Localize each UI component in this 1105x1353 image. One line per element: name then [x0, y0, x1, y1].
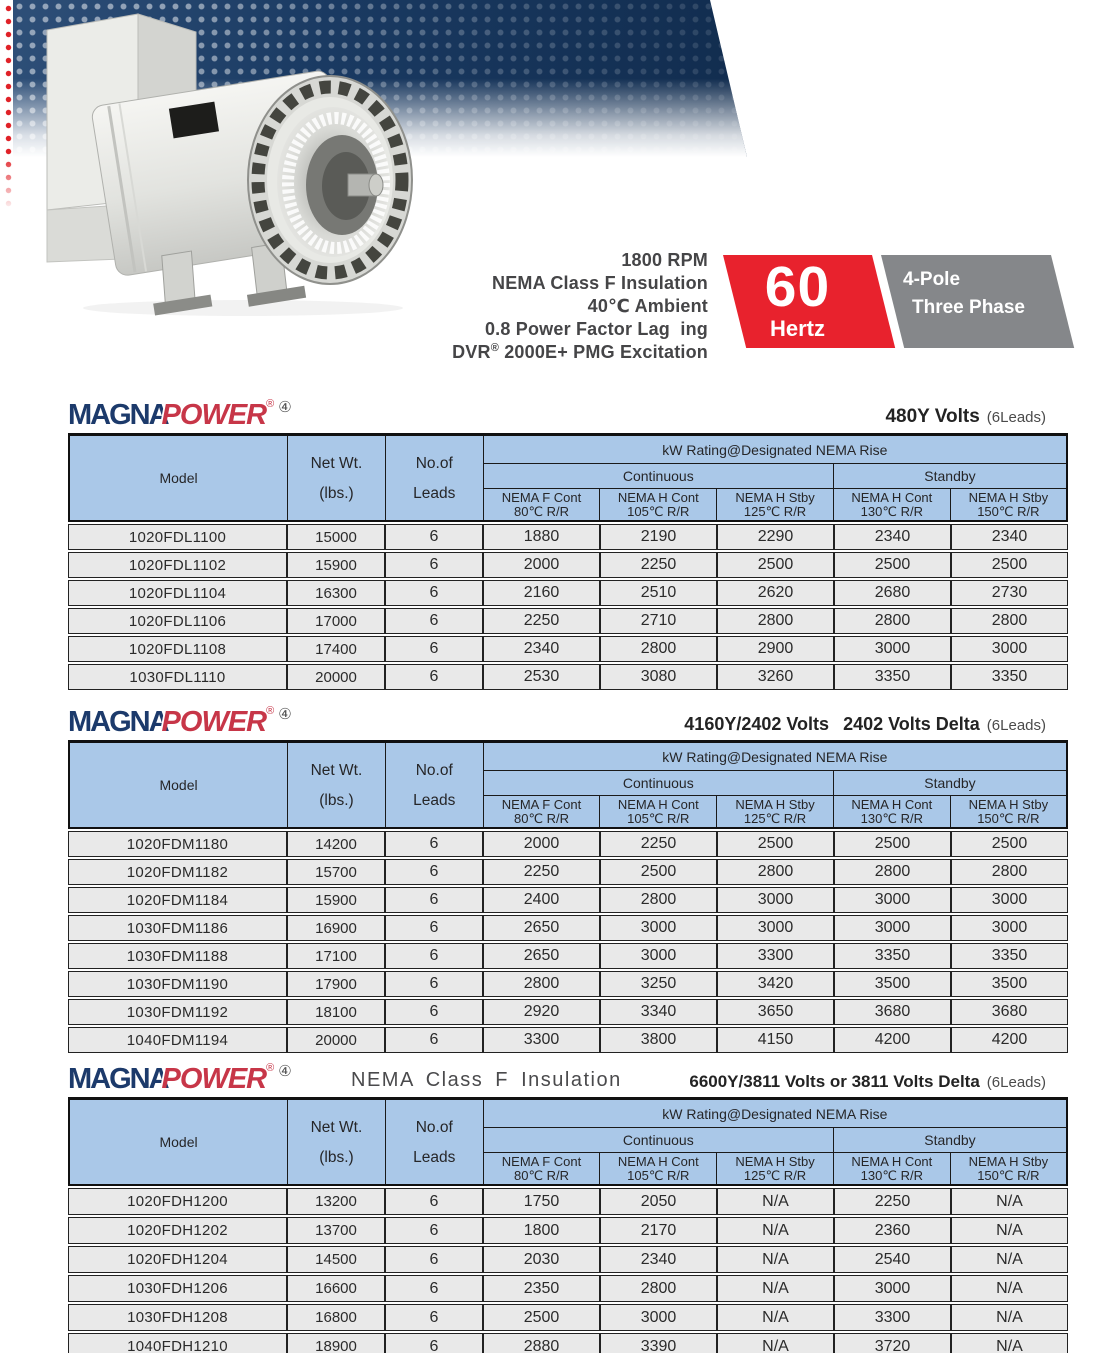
kw-value-cell: N/A: [717, 1275, 834, 1302]
phase-label: Three Phase: [912, 297, 1025, 318]
spec-summary: [452, 249, 708, 364]
ratings-table-header: [68, 1097, 1068, 1186]
net-wt-cell: 18100: [287, 999, 385, 1025]
col-header-net-wt: Net Wt. (lbs.): [288, 742, 386, 829]
leads-cell: 6: [385, 1304, 483, 1331]
pole-label: 4-Pole: [903, 269, 961, 290]
kw-value-cell: 3340: [600, 999, 717, 1025]
model-cell: 1020FDL1104: [68, 580, 287, 606]
net-wt-cell: 13200: [287, 1188, 385, 1215]
table-row: [68, 971, 1068, 997]
leads-cell: 6: [385, 1188, 483, 1215]
logo-magna: MAGNA: [68, 399, 168, 431]
circled-note-mark: ④: [278, 1063, 292, 1080]
table-section-6600y: [68, 1055, 1068, 1353]
kw-value-cell: 2500: [951, 831, 1068, 857]
model-cell: 1020FDL1102: [68, 552, 287, 578]
net-wt-cell: 13700: [287, 1217, 385, 1244]
net-wt-cell: 17400: [287, 636, 385, 662]
leads-cell: 6: [385, 608, 483, 634]
kw-value-cell: 2340: [951, 524, 1068, 550]
col-header-leads: No.of Leads: [385, 1099, 483, 1186]
net-wt-cell: 15700: [287, 859, 385, 885]
kw-value-cell: N/A: [951, 1333, 1068, 1353]
kw-value-cell: 3680: [951, 999, 1068, 1025]
table-row: [68, 831, 1068, 857]
kw-value-cell: 2800: [834, 608, 951, 634]
kw-value-cell: 2650: [483, 943, 600, 969]
kw-value-cell: 3000: [951, 887, 1068, 913]
kw-value-cell: 3650: [717, 999, 834, 1025]
kw-value-cell: 3000: [600, 915, 717, 941]
col-header-nema-f-cont: NEMA F Cont 80℃ R/R: [483, 489, 600, 522]
circled-note-mark: ④: [278, 399, 292, 416]
kw-value-cell: N/A: [951, 1275, 1068, 1302]
table-row: [68, 664, 1068, 690]
kw-value-cell: 2800: [951, 859, 1068, 885]
kw-value-cell: 2510: [600, 580, 717, 606]
col-header-net-wt: Net Wt. (lbs.): [288, 435, 386, 522]
kw-value-cell: 2340: [483, 636, 600, 662]
col-group-standby: Standby: [833, 1128, 1067, 1153]
kw-value-cell: 3000: [717, 915, 834, 941]
net-wt-cell: 18900: [287, 1333, 385, 1353]
kw-value-cell: 2250: [600, 831, 717, 857]
net-wt-cell: 15900: [287, 552, 385, 578]
section-header: [68, 698, 1068, 738]
kw-value-cell: 2500: [717, 831, 834, 857]
col-header-nema-h-stby-125: NEMA H Stby 125℃ R/R: [717, 1153, 834, 1186]
table-title: [684, 714, 1046, 735]
kw-value-cell: N/A: [951, 1217, 1068, 1244]
col-header-nema-h-stby-125: NEMA H Stby 125℃ R/R: [717, 489, 834, 522]
kw-value-cell: 2800: [717, 859, 834, 885]
kw-value-cell: 3390: [600, 1333, 717, 1353]
section-header: [68, 1055, 1068, 1095]
pole-phase-badge: [881, 255, 1074, 348]
col-header-nema-h-stby-150: NEMA H Stby 150℃ R/R: [950, 1153, 1067, 1186]
leads-cell: 6: [385, 859, 483, 885]
kw-value-cell: 3420: [717, 971, 834, 997]
col-header-model: Model: [69, 742, 288, 829]
frequency-badge: [723, 255, 895, 348]
kw-value-cell: N/A: [951, 1188, 1068, 1215]
kw-value-cell: 2680: [834, 580, 951, 606]
kw-value-cell: 3350: [951, 943, 1068, 969]
net-wt-cell: 16300: [287, 580, 385, 606]
kw-value-cell: 3300: [834, 1304, 951, 1331]
col-header-nema-h-stby-150: NEMA H Stby 150℃ R/R: [950, 489, 1067, 522]
model-cell: 1020FDH1200: [68, 1188, 287, 1215]
col-header-nema-h-cont-130: NEMA H Cont 130℃ R/R: [833, 1153, 950, 1186]
table-row: [68, 552, 1068, 578]
table-row: [68, 1188, 1068, 1215]
kw-value-cell: 3260: [717, 664, 834, 690]
leads-note: (6Leads): [986, 409, 1046, 426]
table-row: [68, 1304, 1068, 1331]
voltage-title: 6600Y/3811 Volts or 3811 Volts Delta: [689, 1072, 980, 1091]
leads-cell: 6: [385, 1217, 483, 1244]
kw-value-cell: 2000: [483, 831, 600, 857]
table-row: [68, 915, 1068, 941]
net-wt-cell: 16600: [287, 1275, 385, 1302]
kw-value-cell: 3080: [600, 664, 717, 690]
net-wt-cell: 14200: [287, 831, 385, 857]
col-header-kw-rating: kW Rating@Designated NEMA Rise: [483, 1099, 1067, 1128]
col-header-nema-f-cont: NEMA F Cont 80℃ R/R: [483, 1153, 600, 1186]
kw-value-cell: 3500: [834, 971, 951, 997]
kw-value-cell: 3350: [951, 664, 1068, 690]
hero-banner: [0, 0, 1105, 392]
kw-value-cell: 2800: [600, 887, 717, 913]
model-cell: 1020FDH1204: [68, 1246, 287, 1273]
kw-value-cell: 2030: [483, 1246, 600, 1273]
table-row: [68, 1275, 1068, 1302]
kw-value-cell: 3250: [600, 971, 717, 997]
spec-line-insulation: NEMA Class F Insulation: [492, 273, 708, 293]
model-cell: 1030FDM1190: [68, 971, 287, 997]
leads-cell: 6: [385, 552, 483, 578]
model-cell: 1030FDH1206: [68, 1275, 287, 1302]
leads-cell: 6: [385, 1246, 483, 1273]
net-wt-cell: 17000: [287, 608, 385, 634]
kw-value-cell: 2800: [834, 859, 951, 885]
registered-mark: ®: [266, 1062, 275, 1074]
table-row: [68, 887, 1068, 913]
kw-value-cell: 2920: [483, 999, 600, 1025]
kw-value-cell: 2290: [717, 524, 834, 550]
kw-value-cell: 3000: [834, 915, 951, 941]
kw-value-cell: N/A: [717, 1333, 834, 1353]
kw-value-cell: 3350: [834, 943, 951, 969]
magnapower-logo: [68, 706, 292, 737]
kw-value-cell: 2500: [951, 552, 1068, 578]
voltage-title: 4160Y/2402 Volts: [684, 714, 830, 734]
col-header-kw-rating: kW Rating@Designated NEMA Rise: [483, 435, 1067, 464]
kw-value-cell: 2050: [600, 1188, 717, 1215]
col-header-nema-h-stby-125: NEMA H Stby 125℃ R/R: [717, 796, 834, 829]
leads-cell: 6: [385, 943, 483, 969]
model-cell: 1020FDM1180: [68, 831, 287, 857]
kw-value-cell: 2170: [600, 1217, 717, 1244]
ratings-table-header: [68, 740, 1068, 829]
kw-value-cell: N/A: [717, 1246, 834, 1273]
leads-cell: 6: [385, 524, 483, 550]
kw-value-cell: 3000: [834, 636, 951, 662]
table-row: [68, 1217, 1068, 1244]
logo-power: POWER: [161, 706, 267, 738]
kw-value-cell: 3000: [600, 943, 717, 969]
kw-value-cell: N/A: [717, 1304, 834, 1331]
logo-magna: MAGNA: [68, 706, 168, 738]
col-group-continuous: Continuous: [483, 464, 833, 489]
kw-value-cell: 3800: [600, 1027, 717, 1053]
model-cell: 1030FDM1186: [68, 915, 287, 941]
kw-value-cell: 2250: [834, 1188, 951, 1215]
table-row: [68, 943, 1068, 969]
table-row: [68, 524, 1068, 550]
leads-cell: 6: [385, 580, 483, 606]
leads-cell: 6: [385, 1275, 483, 1302]
registered-mark: ®: [266, 705, 275, 717]
registered-mark: ®: [266, 398, 275, 410]
leads-cell: 6: [385, 831, 483, 857]
logo-power: POWER: [161, 399, 267, 431]
logo-magna: MAGNA: [68, 1063, 168, 1095]
table-row: [68, 636, 1068, 662]
col-header-nema-f-cont: NEMA F Cont 80℃ R/R: [483, 796, 600, 829]
kw-value-cell: 3300: [483, 1027, 600, 1053]
leads-cell: 6: [385, 1027, 483, 1053]
kw-value-cell: 4200: [951, 1027, 1068, 1053]
kw-value-cell: 3500: [951, 971, 1068, 997]
kw-value-cell: N/A: [717, 1217, 834, 1244]
kw-value-cell: 2160: [483, 580, 600, 606]
col-header-nema-h-cont-105: NEMA H Cont 105℃ R/R: [600, 489, 717, 522]
col-group-standby: Standby: [833, 464, 1067, 489]
net-wt-cell: 20000: [287, 1027, 385, 1053]
kw-value-cell: 2340: [600, 1246, 717, 1273]
col-group-standby: Standby: [833, 771, 1067, 796]
registered-mark: ®: [490, 342, 499, 354]
model-cell: 1030FDH1208: [68, 1304, 287, 1331]
kw-value-cell: 2530: [483, 664, 600, 690]
kw-value-cell: 2800: [600, 1275, 717, 1302]
kw-value-cell: 1750: [483, 1188, 600, 1215]
kw-value-cell: N/A: [951, 1246, 1068, 1273]
col-header-nema-h-cont-130: NEMA H Cont 130℃ R/R: [833, 796, 950, 829]
kw-value-cell: 3000: [951, 636, 1068, 662]
col-header-nema-h-cont-105: NEMA H Cont 105℃ R/R: [600, 1153, 717, 1186]
table-row: [68, 1027, 1068, 1053]
logo-power: POWER: [161, 1063, 267, 1095]
kw-value-cell: 4150: [717, 1027, 834, 1053]
kw-value-cell: 4200: [834, 1027, 951, 1053]
magnapower-logo: [68, 1063, 292, 1094]
model-cell: 1020FDL1106: [68, 608, 287, 634]
model-cell: 1040FDH1210: [68, 1333, 287, 1353]
col-group-continuous: Continuous: [483, 1128, 833, 1153]
net-wt-cell: 16900: [287, 915, 385, 941]
col-header-nema-h-cont-130: NEMA H Cont 130℃ R/R: [833, 489, 950, 522]
table-title: [689, 1072, 1046, 1092]
net-wt-cell: 20000: [287, 664, 385, 690]
red-dot-strip: [0, 0, 14, 212]
leads-cell: 6: [385, 664, 483, 690]
kw-value-cell: 1880: [483, 524, 600, 550]
net-wt-cell: 17900: [287, 971, 385, 997]
kw-value-cell: 2500: [834, 552, 951, 578]
net-wt-cell: 15900: [287, 887, 385, 913]
leads-cell: 6: [385, 971, 483, 997]
kw-value-cell: 2190: [600, 524, 717, 550]
kw-value-cell: 1800: [483, 1217, 600, 1244]
col-header-model: Model: [69, 435, 288, 522]
col-header-nema-h-stby-150: NEMA H Stby 150℃ R/R: [950, 796, 1067, 829]
kw-value-cell: 2800: [951, 608, 1068, 634]
col-header-kw-rating: kW Rating@Designated NEMA Rise: [483, 742, 1067, 771]
generator-photo: [28, 4, 438, 322]
ratings-table-body: [68, 522, 1068, 692]
kw-value-cell: 2250: [483, 859, 600, 885]
leads-note: (6Leads): [986, 717, 1046, 734]
magnapower-logo: [68, 399, 292, 430]
model-cell: 1040FDM1194: [68, 1027, 287, 1053]
leads-note: (6Leads): [986, 1074, 1046, 1091]
leads-cell: 6: [385, 915, 483, 941]
kw-value-cell: 2620: [717, 580, 834, 606]
col-header-nema-h-cont-105: NEMA H Cont 105℃ R/R: [600, 796, 717, 829]
spec-line-ambient: 40℃ Ambient: [587, 296, 708, 316]
col-header-net-wt: Net Wt. (lbs.): [288, 1099, 386, 1186]
voltage-title-2: 2402 Volts Delta: [843, 714, 980, 734]
kw-value-cell: 2500: [717, 552, 834, 578]
table-title: [885, 406, 1046, 428]
model-cell: 1020FDL1100: [68, 524, 287, 550]
net-wt-cell: 14500: [287, 1246, 385, 1273]
leads-cell: 6: [385, 999, 483, 1025]
kw-value-cell: 3000: [834, 1275, 951, 1302]
ratings-table-header: [68, 433, 1068, 522]
model-cell: 1020FDM1182: [68, 859, 287, 885]
spec-line-rpm: 1800 RPM: [621, 250, 708, 270]
table-row: [68, 1333, 1068, 1353]
ratings-table-body: [68, 1186, 1068, 1353]
kw-value-cell: 3720: [834, 1333, 951, 1353]
kw-value-cell: 2250: [483, 608, 600, 634]
kw-value-cell: N/A: [717, 1188, 834, 1215]
table-row: [68, 999, 1068, 1025]
table-section-480y: [68, 391, 1068, 692]
table-section-4160y: [68, 698, 1068, 1055]
kw-value-cell: 2250: [600, 552, 717, 578]
kw-value-cell: N/A: [951, 1304, 1068, 1331]
kw-value-cell: 2400: [483, 887, 600, 913]
model-cell: 1020FDL1108: [68, 636, 287, 662]
frequency-value: 60: [764, 255, 831, 320]
kw-value-cell: 2000: [483, 552, 600, 578]
kw-value-cell: 2500: [600, 859, 717, 885]
kw-value-cell: 2730: [951, 580, 1068, 606]
kw-value-cell: 3680: [834, 999, 951, 1025]
kw-value-cell: 2500: [483, 1304, 600, 1331]
kw-value-cell: 3000: [834, 887, 951, 913]
kw-value-cell: 3000: [717, 887, 834, 913]
spec-line-excitation: DVR® 2000E+ PMG Excitation: [452, 342, 708, 362]
kw-value-cell: 3300: [717, 943, 834, 969]
section-mid-note: NEMA Class F Insulation: [351, 1069, 622, 1091]
section-header: [68, 391, 1068, 431]
kw-value-cell: 2710: [600, 608, 717, 634]
model-cell: 1020FDH1202: [68, 1217, 287, 1244]
col-group-continuous: Continuous: [483, 771, 833, 796]
circled-note-mark: ④: [278, 706, 292, 723]
kw-value-cell: 2650: [483, 915, 600, 941]
col-header-model: Model: [69, 1099, 288, 1186]
ratings-table-body: [68, 829, 1068, 1055]
model-cell: 1030FDM1192: [68, 999, 287, 1025]
kw-value-cell: 3000: [951, 915, 1068, 941]
col-header-leads: No.of Leads: [385, 435, 483, 522]
net-wt-cell: 17100: [287, 943, 385, 969]
kw-value-cell: 2800: [717, 608, 834, 634]
col-header-leads: No.of Leads: [385, 742, 483, 829]
kw-value-cell: 2350: [483, 1275, 600, 1302]
leads-cell: 6: [385, 887, 483, 913]
kw-value-cell: 3000: [600, 1304, 717, 1331]
kw-value-cell: 2900: [717, 636, 834, 662]
kw-value-cell: 2880: [483, 1333, 600, 1353]
kw-value-cell: 2540: [834, 1246, 951, 1273]
voltage-title: 480Y Volts: [885, 406, 980, 427]
table-row: [68, 608, 1068, 634]
kw-value-cell: 3350: [834, 664, 951, 690]
kw-value-cell: 2800: [483, 971, 600, 997]
model-cell: 1020FDM1184: [68, 887, 287, 913]
kw-value-cell: 2340: [834, 524, 951, 550]
frequency-unit: Hertz: [769, 315, 825, 341]
kw-value-cell: 2500: [834, 831, 951, 857]
model-cell: 1030FDM1188: [68, 943, 287, 969]
leads-cell: 6: [385, 636, 483, 662]
model-cell: 1030FDL1110: [68, 664, 287, 690]
kw-value-cell: 2800: [600, 636, 717, 662]
net-wt-cell: 15000: [287, 524, 385, 550]
kw-value-cell: 2360: [834, 1217, 951, 1244]
table-row: [68, 580, 1068, 606]
table-row: [68, 1246, 1068, 1273]
spec-line-power-factor: 0.8 Power Factor Lag ing: [484, 319, 708, 339]
table-row: [68, 859, 1068, 885]
net-wt-cell: 16800: [287, 1304, 385, 1331]
leads-cell: 6: [385, 1333, 483, 1353]
